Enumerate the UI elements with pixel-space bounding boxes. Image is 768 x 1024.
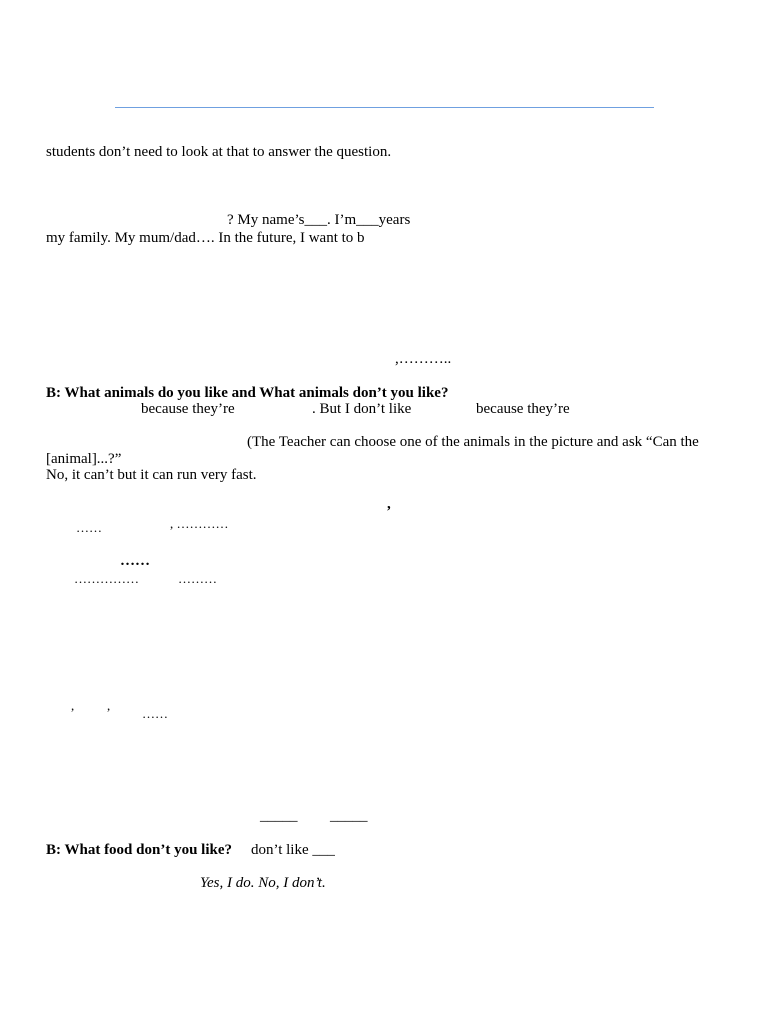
family-future-prompt: my family. My mum/dad…. In the future, I want to b bbox=[46, 230, 365, 246]
food-answer: don’t like ___ bbox=[251, 842, 335, 858]
dotted-blank: ,……….. bbox=[395, 351, 452, 367]
teacher-note-cont: [animal]...?” bbox=[46, 451, 122, 467]
instruction-note: students don’t need to look at that to answer the question. bbox=[46, 144, 392, 160]
but-dont-like: . But I don’t like bbox=[312, 401, 412, 417]
dotted-blank: …………… bbox=[74, 571, 139, 586]
dotted-blank: , ………… bbox=[170, 516, 229, 531]
because-theyre-1: because they’re bbox=[141, 401, 235, 417]
teacher-note: (The Teacher can choose one of the animals in the picture and ask “Can the bbox=[247, 434, 699, 450]
answer-blank: _____ bbox=[330, 808, 368, 824]
dotted-blank-bold: …… bbox=[120, 553, 150, 569]
dotted-blank: …… bbox=[142, 706, 168, 721]
answer-blank: _____ bbox=[260, 808, 298, 824]
because-theyre-2: because they’re bbox=[476, 401, 570, 417]
sample-answer: No, it can’t but it can run very fast. bbox=[46, 467, 257, 483]
yes-no-answers: Yes, I do. No, I don’t. bbox=[200, 875, 326, 891]
comma-mark: , bbox=[107, 698, 111, 713]
header-rule bbox=[115, 107, 654, 108]
dotted-blank: …… bbox=[76, 520, 102, 535]
dotted-blank: ……… bbox=[178, 571, 217, 586]
comma-mark: , bbox=[387, 496, 391, 512]
name-age-prompt: ? My name’s___. I’m___years bbox=[227, 212, 411, 228]
animals-question: B: What animals do you like and What animals don’t you like? bbox=[46, 385, 449, 401]
food-question: B: What food don’t you like? bbox=[46, 842, 233, 858]
comma-mark: , bbox=[71, 698, 75, 713]
